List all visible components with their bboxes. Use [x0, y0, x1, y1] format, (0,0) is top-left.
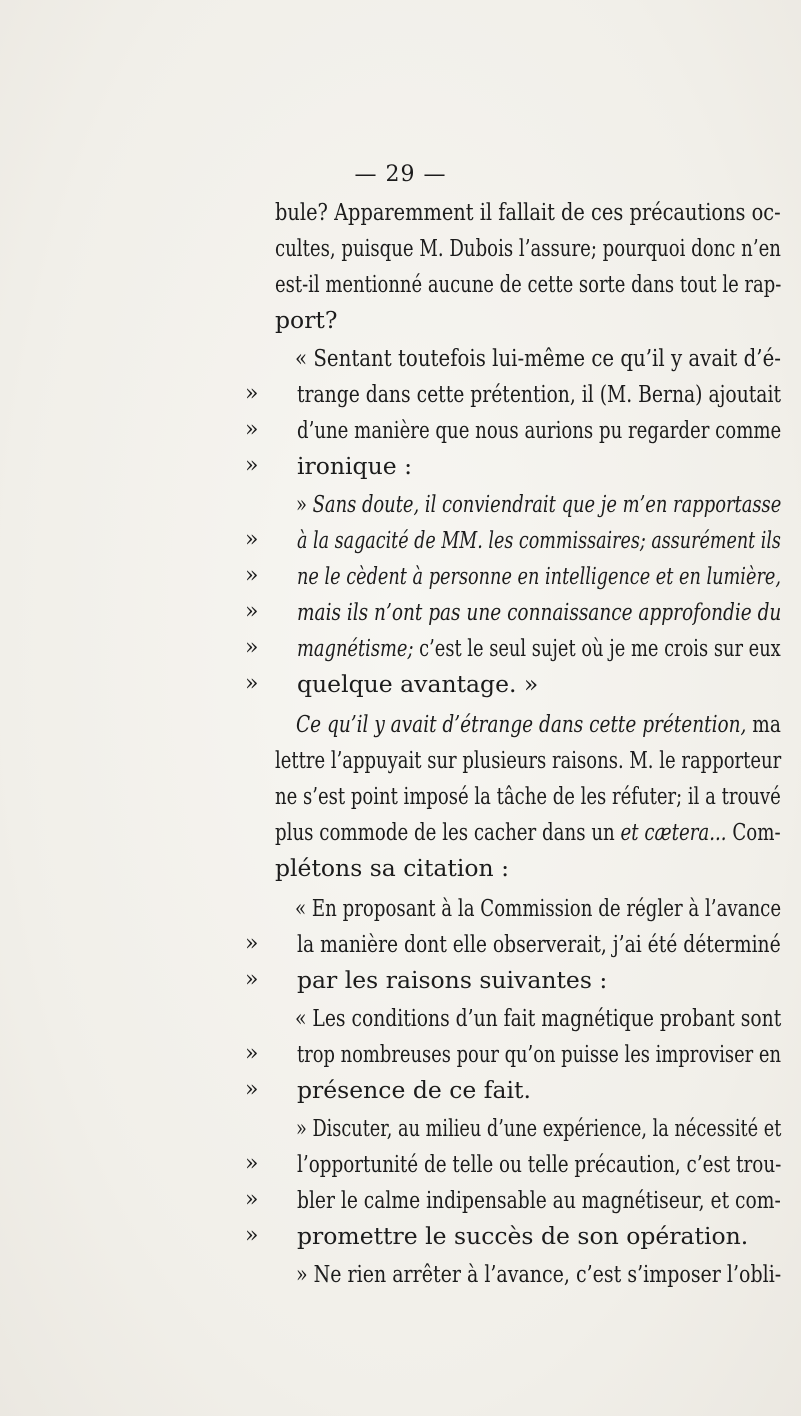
roman-text: ma [746, 710, 781, 738]
quote-mark: » [245, 931, 259, 956]
roman-text: ne s’est point imposé la tâche de les réfuter; il a trouvé [275, 782, 781, 810]
text-line [297, 1180, 781, 1220]
quote-mark: » [245, 635, 259, 660]
roman-text: c’est le seul sujet où je me crois sur eux [413, 634, 781, 662]
text-line [296, 1108, 781, 1148]
roman-text: est-il mentionné aucune de cette sorte dans tout le rap- [275, 270, 782, 298]
text-line [297, 664, 538, 704]
text-line [297, 592, 781, 632]
roman-text: « Sentant toutefois lui-même ce qu’il y avait d’é- [295, 344, 781, 372]
quote-mark: » [245, 1041, 259, 1066]
text-line [275, 812, 781, 852]
text-line [297, 520, 781, 560]
text-line [295, 998, 781, 1038]
text-line [296, 1254, 781, 1294]
roman-text: Com- [726, 818, 781, 846]
roman-text: cultes, puisque M. Dubois l’assure; pourquoi donc n’en [275, 234, 781, 262]
quote-mark: » [245, 417, 259, 442]
page-number: — 29 — [354, 162, 447, 187]
text-line [295, 888, 781, 928]
quote-mark: » [245, 967, 259, 992]
text-line [275, 300, 337, 340]
text-line [297, 556, 781, 596]
text-line [297, 374, 781, 414]
quote-mark: » [245, 563, 259, 588]
text-line [275, 848, 509, 888]
text-line [297, 1070, 531, 1110]
roman-text: « Les conditions d’un fait magnétique probant sont [295, 1004, 782, 1032]
roman-text: la manière dont elle observerait, j’ai été déterminé [297, 930, 781, 958]
roman-text: trange dans cette prétention, il (M. Berna) ajoutait [297, 380, 782, 408]
quote-mark: » [245, 1223, 259, 1248]
text-line [297, 960, 607, 1000]
text-line [296, 704, 781, 744]
text-line [297, 410, 781, 450]
roman-text: » Ne rien arrêter à l’avance, c’est s’imposer l’obli- [296, 1260, 782, 1288]
roman-text: lettre l’appuyait sur plusieurs raisons. M. le rapporteur [275, 746, 782, 774]
roman-text: plétons sa citation : [275, 854, 510, 882]
roman-text: « En proposant à la Commission de régler à l’avance [295, 894, 782, 922]
quote-mark: » [245, 453, 259, 478]
quote-mark: » [245, 599, 259, 624]
italic-text: à la sagacité de MM. les commissaires; assurément ils [297, 526, 781, 554]
text-line [275, 776, 781, 816]
roman-text: par les raisons suivantes : [297, 966, 608, 994]
text-line [297, 446, 412, 486]
roman-text: promettre le succès de son opération. [297, 1222, 749, 1250]
roman-text: trop nombreuses pour qu’on puisse les improviser en [297, 1040, 782, 1068]
roman-text: bule? Apparemment il fallait de ces précautions oc- [275, 198, 781, 226]
roman-text: port? [275, 306, 338, 334]
text-line [275, 228, 781, 268]
roman-text: plus commode de les cacher dans un [275, 818, 621, 846]
italic-text: magnétisme; [297, 634, 414, 662]
text-line [296, 484, 781, 524]
italic-text: et cætera... [620, 818, 727, 846]
text-line [297, 924, 781, 964]
text-line [275, 264, 781, 304]
roman-text: » Discuter, au milieu d’une expérience, la nécessité et [296, 1114, 782, 1142]
quote-mark: » [245, 1151, 259, 1176]
text-line [297, 1144, 781, 1184]
text-line [295, 338, 781, 378]
quote-mark: » [245, 1077, 259, 1102]
italic-text: mais ils n’ont pas une connaissance approfondie du [297, 598, 782, 626]
roman-text: quelque avantage. » [297, 670, 539, 698]
italic-text: ne le cèdent à personne en intelligence et en lumière, [297, 562, 781, 590]
text-line [297, 1216, 748, 1256]
quote-mark: » [245, 381, 259, 406]
text-line [275, 740, 781, 780]
roman-text: ironique : [297, 452, 413, 480]
italic-text: Sans doute, il conviendrait que je m’en rapportasse [312, 490, 782, 518]
roman-text: » [296, 490, 313, 518]
quote-mark: » [245, 1187, 259, 1212]
text-line [297, 628, 781, 668]
text-line [275, 192, 781, 232]
quote-mark: » [245, 527, 259, 552]
italic-text: Ce qu’il y avait d’étrange dans cette prétention, [296, 710, 747, 738]
text-line [297, 1034, 781, 1074]
roman-text: l’opportunité de telle ou telle précaution, c’est trou- [297, 1150, 782, 1178]
quote-mark: » [245, 671, 259, 696]
roman-text: bler le calme indipensable au magnétiseur, et com- [297, 1186, 781, 1214]
roman-text: présence de ce fait. [297, 1076, 531, 1104]
roman-text: d’une manière que nous aurions pu regarder comme [297, 416, 782, 444]
